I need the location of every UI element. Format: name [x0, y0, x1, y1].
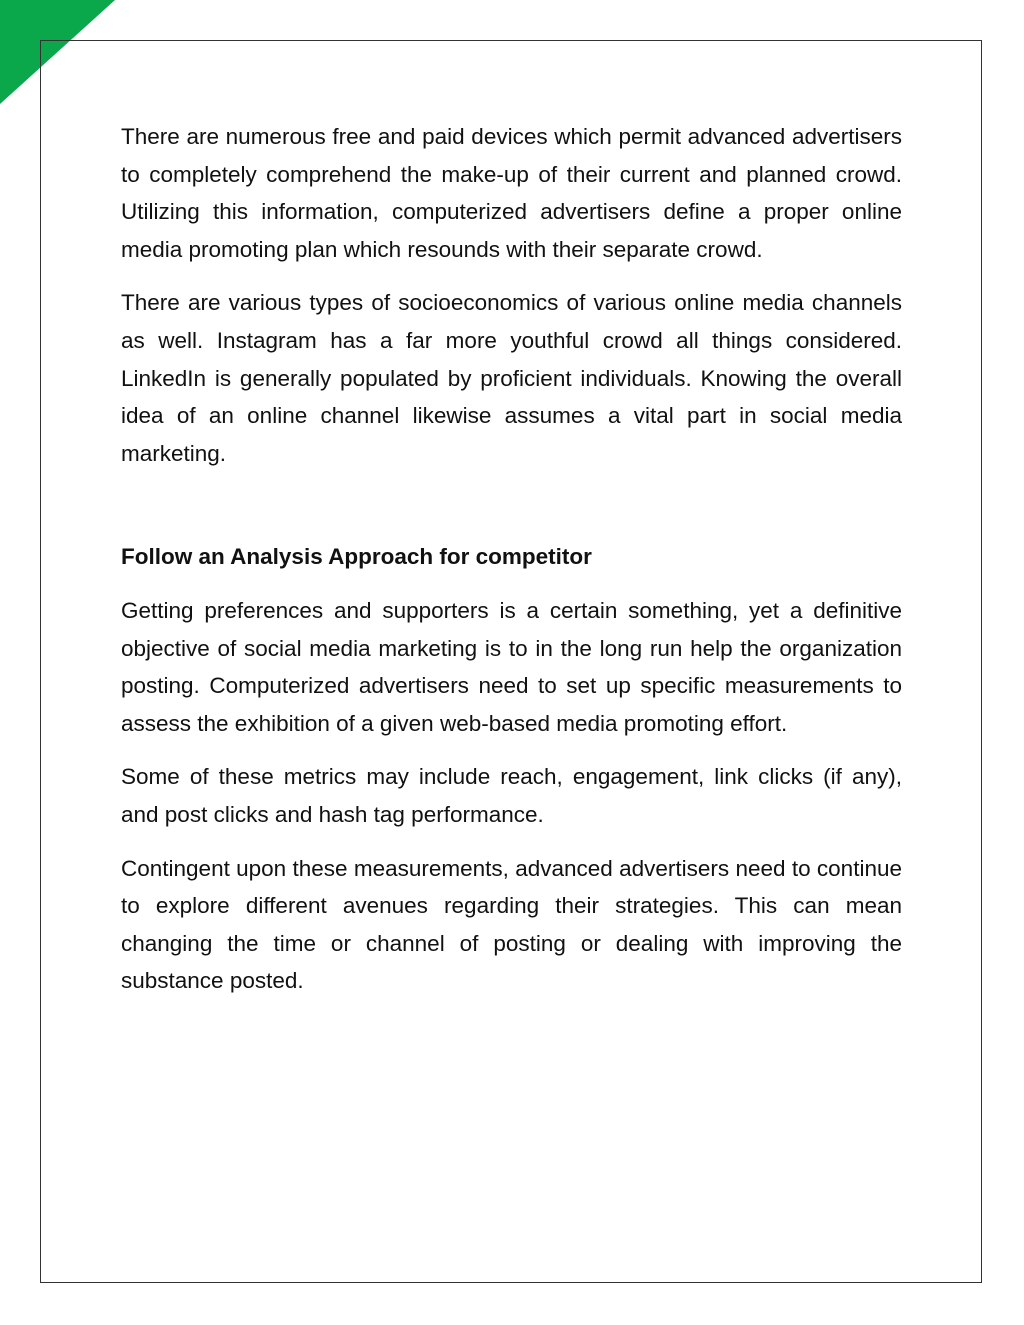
paragraph-audience-tools: There are numerous free and paid devices which permit advanced advertisers to completely comprehend the make-up of their current and planned crowd. Utilizing this information, computerized advertisers define a proper online media promoting plan which resounds with their separate crowd.	[121, 124, 902, 262]
paragraph-objectives: Getting preferences and supporters is a certain something, yet a definitive objective of social media marketing is to in the long run help the organization posting. Computerized advertisers need to set up specific measurements to assess the exhibition of a given web-based media promoting effort.	[121, 597, 902, 736]
section-spacer	[121, 488, 902, 538]
paragraph-strategy: Contingent upon these measurements, advanced advertisers need to continue to explore different avenues regarding their strategies. This can mean changing the time or channel of posting or dealing with improving the substance posted.	[121, 855, 902, 994]
paragraph-channel-demographics: There are various types of socioeconomics of various online media channels as well. Instagram has a far more youthful crowd all things considered. LinkedIn is generally populated by proficient individuals. Knowing the overall idea of an online channel likewise assumes a vital part in social media marketing.	[121, 290, 902, 466]
paragraph-metrics: Some of these metrics may include reach, engagement, link clicks (if any), and post clicks and hash tag performance.	[121, 764, 902, 827]
document-body	[121, 118, 902, 1016]
section-heading: Follow an Analysis Approach for competitor	[121, 544, 592, 570]
